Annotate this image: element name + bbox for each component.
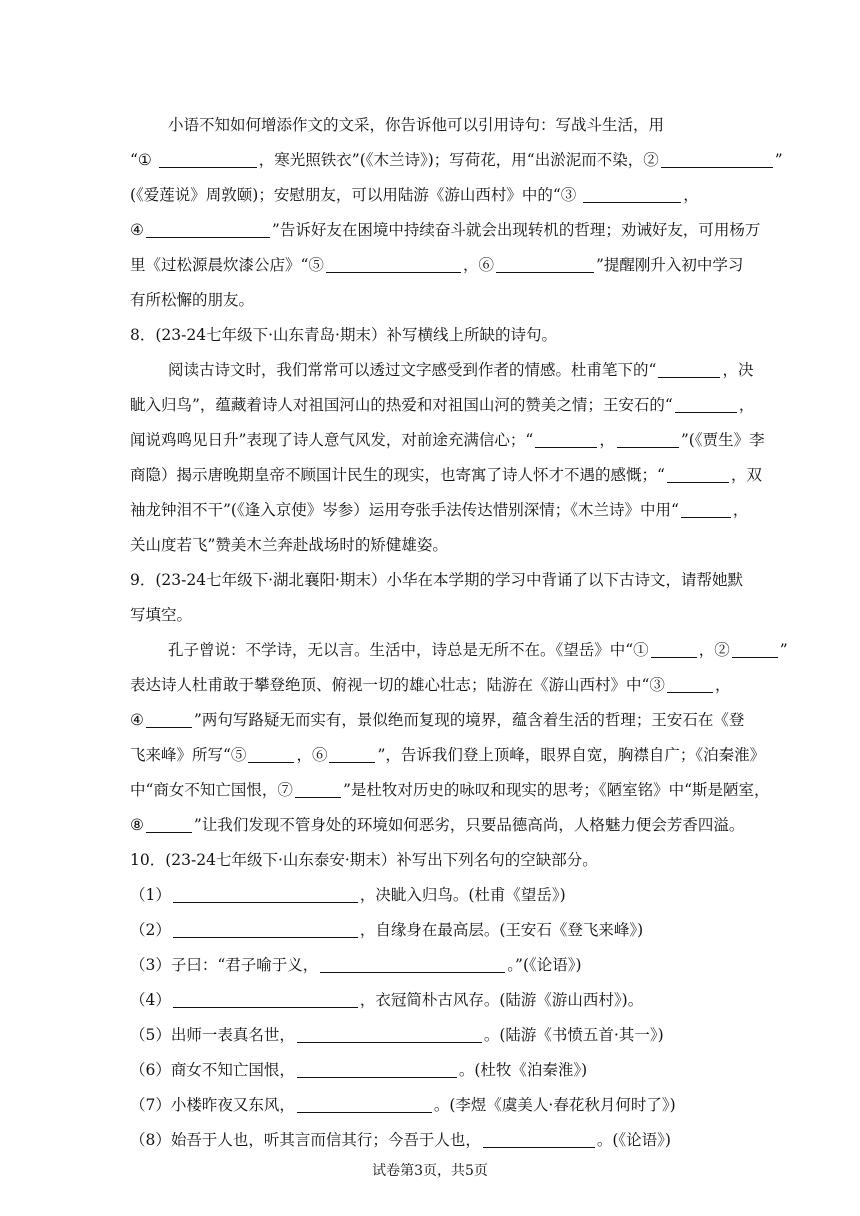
q10-item-suffix: 。(陆游《书愤五首·其一》)	[483, 1026, 664, 1044]
q9-text: ，⑥	[296, 746, 328, 764]
q7-line-2	[130, 143, 783, 178]
q8-line-1	[130, 353, 754, 388]
q10-item-suffix: 。(杜牧《泊秦淮》)	[458, 1061, 588, 1079]
q8-line-2	[130, 388, 755, 423]
answer-blank[interactable]	[173, 885, 358, 903]
q7-line-5	[130, 248, 744, 283]
q7-text: ，寒光照铁衣”(《木兰诗》)；写荷花，用“出淤泥而不染，②	[258, 151, 659, 169]
answer-blank[interactable]	[146, 815, 192, 833]
q10-item-prefix: （6）商女不知亡国恨，	[130, 1061, 295, 1079]
q7-text: (《爱莲说》周敦颐)；安慰朋友，可以用陆游《游山西村》中的“③	[130, 186, 577, 204]
q8-text: ，	[732, 501, 749, 519]
q10-item-suffix: 。(李煜《虞美人·春花秋月何时了》)	[433, 1096, 676, 1114]
q10-item-4	[130, 983, 730, 1018]
q8-text: 袖龙钟泪不干”(《逢入京使》岑参）运用夸张手法传达惜别深情；《木兰诗》中用“	[130, 501, 679, 519]
q7-text: ④	[130, 221, 144, 239]
q10-item-8	[130, 1123, 730, 1158]
answer-blank[interactable]	[675, 395, 737, 413]
answer-blank[interactable]	[173, 920, 358, 938]
q10-heading	[130, 843, 730, 878]
q8-line-3	[130, 423, 765, 458]
q9-line-6	[130, 808, 745, 843]
q8-line-6	[130, 528, 730, 563]
answer-blank[interactable]	[173, 990, 358, 1008]
q8-text: ”(《贾生》李	[680, 431, 765, 449]
answer-blank[interactable]	[297, 1060, 457, 1078]
q9-text: 孔子曾说：不学诗，无以言。生活中，诗总是无所不在。《望岳》中“①	[168, 641, 649, 659]
q9-text: ⑧	[130, 816, 144, 834]
q9-text: ”	[779, 641, 788, 659]
q10-item-2	[130, 913, 730, 948]
q9-line-1	[130, 633, 788, 668]
answer-blank[interactable]	[535, 430, 597, 448]
q9-line-3	[130, 703, 745, 738]
q10-item-prefix: （7）小楼昨夜又东风，	[130, 1096, 295, 1114]
q9-line-4	[130, 738, 766, 773]
q7-line-6	[130, 283, 730, 318]
q7-text: 里《过松源晨炊漆公店》“⑤	[130, 256, 324, 274]
q9-heading-2	[130, 598, 730, 633]
answer-blank[interactable]	[667, 465, 729, 483]
q8-heading-text: 8．(23-24七年级下·山东青岛·期末）补写横线上所缺的诗句。	[130, 326, 557, 344]
answer-blank[interactable]	[146, 710, 192, 728]
q8-text: 阅读古诗文时，我们常常可以透过文字感受到作者的情感。杜甫笔下的“	[168, 361, 657, 379]
answer-blank[interactable]	[617, 430, 679, 448]
q10-item-suffix: 。”(《论语》)	[507, 956, 582, 974]
q9-text: ”两句写路疑无而实有，景似绝而复现的境界，蕴含着生活的哲理；王安石在《登	[193, 711, 745, 729]
page-footer: 试卷第3页，共5页	[372, 1163, 488, 1179]
q7-line-4	[130, 213, 761, 248]
q10-heading-text: 10．(23-24七年级下·山东泰安·期末）补写出下列名句的空缺部分。	[130, 851, 598, 869]
q8-line-4	[130, 458, 762, 493]
q8-text: ，	[599, 431, 615, 449]
q8-text: 关山度若飞”赞美木兰奔赴战场时的矫健雄姿。	[130, 536, 448, 554]
q10-item-suffix: 。(《论语》)	[596, 1131, 671, 1149]
q7-text: 小语不知如何增添作文的文采，你告诉他可以引用诗句：写战斗生活，用	[168, 116, 665, 134]
answer-blank[interactable]	[329, 745, 375, 763]
answer-blank[interactable]	[661, 150, 773, 168]
answer-blank[interactable]	[496, 255, 594, 273]
q10-item-prefix: （5）出师一表真名世，	[130, 1026, 295, 1044]
q9-text: ”，告诉我们登上顶峰，眼界自宽，胸襟自广；《泊秦淮》	[377, 746, 766, 764]
q9-text: ”是杜牧对历史的咏叹和现实的思考；《陋室铭》中“斯是陋室，	[342, 781, 770, 799]
q9-text: 中“商女不知亡国恨，⑦	[130, 781, 293, 799]
page-content	[130, 108, 788, 1158]
q10-item-7	[130, 1088, 730, 1123]
q9-text: ，	[714, 676, 731, 694]
q8-text: ，双	[730, 466, 762, 484]
answer-blank[interactable]	[658, 360, 720, 378]
q7-text: ，⑥	[462, 256, 494, 274]
q9-text: ”让我们发现不管身处的环境如何恶劣，只要品德高尚，人格魅力便会芳香四溢。	[193, 816, 745, 834]
q10-item-1	[130, 878, 730, 913]
q10-item-suffix: ，自缘身在最高层。(王安石《登飞来峰》)	[359, 921, 644, 939]
q9-text: 飞来峰》所写“⑤	[130, 746, 247, 764]
q10-item-prefix: （1）	[130, 886, 171, 904]
q7-text: ，	[683, 186, 699, 204]
answer-blank[interactable]	[583, 185, 681, 203]
answer-blank[interactable]	[732, 640, 778, 658]
q9-text: ，②	[698, 641, 730, 659]
answer-blank[interactable]	[297, 1025, 482, 1043]
q8-line-5	[130, 493, 749, 528]
q10-item-5	[130, 1018, 730, 1053]
q10-item-6	[130, 1053, 730, 1088]
q9-heading-text: 写填空。	[130, 606, 193, 624]
q8-text: ，	[738, 396, 755, 414]
q8-text: 眦入归鸟”，蕴藏着诗人对祖国河山的热爱和对祖国山河的赞美之情；王安石的“	[130, 396, 673, 414]
q7-text: ”告诉好友在困境中持续奋斗就会出现转机的哲理；劝诫好友，可用杨万	[271, 221, 761, 239]
q10-item-suffix: ，衣冠简朴古风存。(陆游《游山西村》)。	[359, 991, 644, 1009]
answer-blank[interactable]	[651, 640, 697, 658]
answer-blank[interactable]	[295, 780, 341, 798]
q8-text: ，决	[722, 361, 754, 379]
q9-text: ④	[130, 711, 144, 729]
answer-blank[interactable]	[159, 150, 257, 168]
answer-blank[interactable]	[146, 220, 270, 238]
answer-blank[interactable]	[297, 1095, 432, 1113]
q10-item-prefix: （8）始吾于人也，听其言而信其行；今吾于人也，	[130, 1131, 481, 1149]
q8-text: 商隐）揭示唐晚期皇帝不顾国计民生的现实，也寄寓了诗人怀才不遇的感慨；“	[130, 466, 665, 484]
answer-blank[interactable]	[483, 1130, 595, 1148]
q9-line-5	[130, 773, 770, 808]
q8-heading	[130, 318, 730, 353]
q10-item-prefix: （4）	[130, 991, 171, 1009]
answer-blank[interactable]	[248, 745, 294, 763]
q7-line-1	[130, 108, 730, 143]
q10-item-prefix: （2）	[130, 921, 171, 939]
answer-blank[interactable]	[326, 255, 461, 273]
answer-blank[interactable]	[681, 500, 731, 518]
q9-heading	[130, 563, 743, 598]
q10-item-prefix: （3）子曰：“君子喻于义，	[130, 956, 319, 974]
q8-text: 闻说鸡鸣见日升”表现了诗人意气风发，对前途充满信心；“	[130, 431, 534, 449]
q7-text: “①	[130, 151, 152, 169]
q9-text: 表达诗人杜甫敢于攀登绝顶、俯视一切的雄心壮志；陆游在《游山西村》中“③	[130, 676, 665, 694]
q9-heading-text: 9．(23-24七年级下·湖北襄阳·期末）小华在本学期的学习中背诵了以下古诗文，请帮她默	[130, 571, 743, 589]
q7-text: ”提醒刚升入初中学习	[595, 256, 744, 274]
q7-text: 有所松懈的朋友。	[130, 291, 255, 309]
answer-blank[interactable]	[667, 675, 713, 693]
q7-line-3	[130, 178, 730, 213]
q10-item-3	[130, 948, 730, 983]
q9-line-2	[130, 668, 730, 703]
q7-text: ”	[774, 151, 783, 169]
answer-blank[interactable]	[320, 955, 505, 973]
q10-item-suffix: ，决眦入归鸟。(杜甫《望岳》)	[359, 886, 566, 904]
